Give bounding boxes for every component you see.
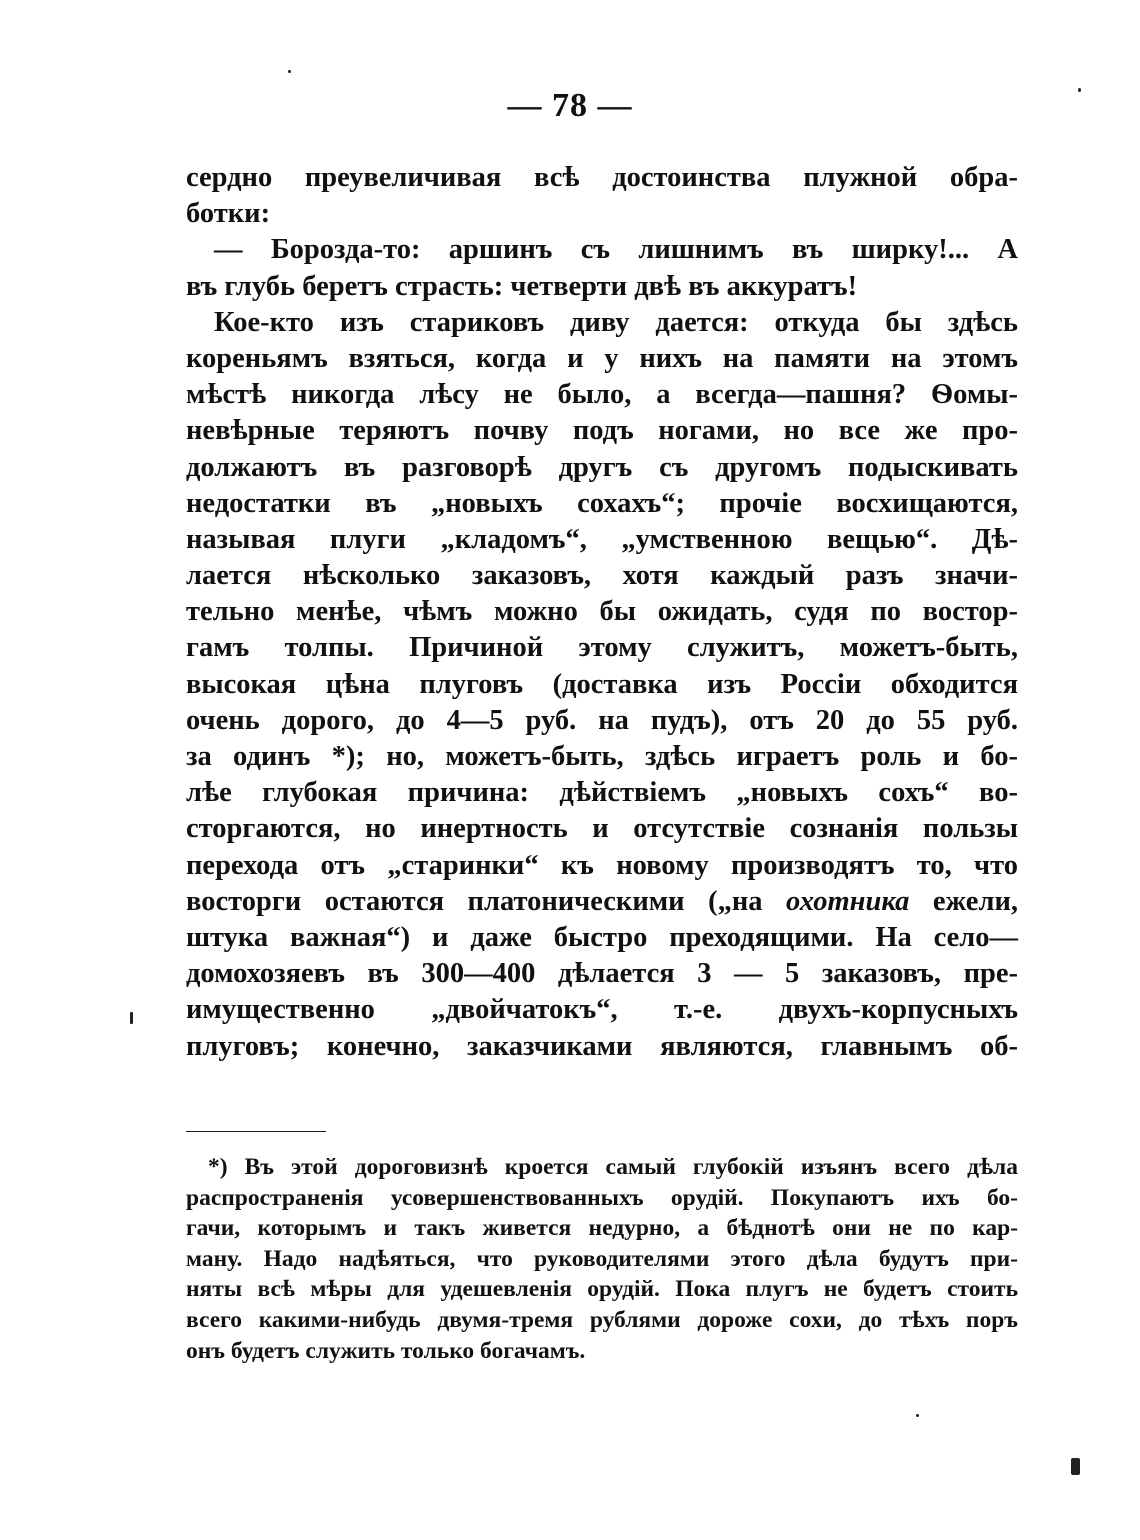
footnote bbox=[186, 1152, 1018, 1366]
text-line: за одинъ *); но, можетъ-быть, здѣсь играетъ роль и бо- bbox=[186, 741, 1018, 772]
text-line: Кое-кто изъ стариковъ диву дается: откуда бы здѣсь bbox=[214, 306, 1018, 338]
footnote-line: распространенія усовершенствованныхъ орудій. Покупаютъ ихъ бо- bbox=[186, 1184, 1018, 1211]
text-line: плуговъ; конечно, заказчиками являются, главнымъ об- bbox=[186, 1030, 1018, 1062]
scan-speck bbox=[1071, 1458, 1080, 1475]
text-line: сторгаются, но инертность и отсутствіе сознанія пользы bbox=[186, 813, 1018, 845]
text-segment: восторги остаются платоническими („на bbox=[186, 885, 787, 917]
footnote-line: ману. Надо надѣяться, что руководителями этого дѣла будутъ при- bbox=[186, 1245, 1018, 1272]
text-line: перехода отъ „старинки“ къ новому производятъ то, что bbox=[186, 849, 1018, 881]
text-line: лается нѣсколько заказовъ, хотя каждый разъ значи- bbox=[186, 560, 1018, 592]
text-line: домохозяевъ въ 300—400 дѣлается 3 — 5 заказовъ, пре- bbox=[186, 958, 1018, 990]
scan-speck bbox=[288, 70, 291, 73]
footnote-line: гачи, которымъ и такъ живется недурно, а бѣднотѣ они не по кар- bbox=[186, 1215, 1018, 1242]
footnote-divider bbox=[186, 1131, 326, 1132]
text-line: имущественно „двойчатокъ“, т.-е. двухъ-корпусныхъ bbox=[186, 994, 1018, 1026]
text-line: недостатки въ „новыхъ сохахъ“; прочіе восхищаются, bbox=[186, 487, 1018, 519]
main-text bbox=[186, 160, 1018, 1065]
text-segment: ежели, bbox=[909, 885, 1018, 917]
text-line: очень дорого, до 4—5 руб. на пудъ), отъ 20 до 55 руб. bbox=[186, 704, 1018, 736]
text-line: называя плуги „кладомъ“, „умственною вещью“. Дѣ- bbox=[186, 523, 1018, 555]
italic-word: охотника bbox=[786, 885, 910, 917]
page-number: — 78 — bbox=[507, 87, 633, 124]
scan-speck bbox=[130, 1012, 133, 1024]
text-line: тельно менѣе, чѣмъ можно бы ожидать, судя по востор- bbox=[186, 596, 1018, 628]
text-line: лѣе глубокая причина: дѣйствіемъ „новыхъ сохъ“ во- bbox=[186, 777, 1018, 809]
scan-speck bbox=[1078, 88, 1081, 92]
text-line: въ глубь беретъ страсть: четверти двѣ въ аккуратъ! bbox=[186, 270, 858, 302]
text-line: ботки: bbox=[186, 198, 271, 230]
footnote-line: няты всѣ мѣры для удешевленія орудій. Пока плугъ не будетъ стоить bbox=[186, 1276, 1018, 1303]
text-line bbox=[186, 884, 1018, 920]
text-line: должаютъ въ разговорѣ другъ съ другомъ подыскивать bbox=[186, 451, 1018, 483]
text-line: гамъ толпы. Причиной этому служитъ, можетъ-быть, bbox=[186, 632, 1018, 664]
scan-speck bbox=[916, 1414, 919, 1417]
text-line: штука важная“) и даже быстро преходящими. На село— bbox=[186, 921, 1018, 953]
text-line: невѣрные теряютъ почву подъ ногами, но все же про- bbox=[186, 415, 1018, 447]
text-line: мѣстѣ никогда лѣсу не было, а всегда—пашня? Ѳомы- bbox=[186, 379, 1018, 411]
footnote-line: *) Въ этой дороговизнѣ кроется самый глубокій изъянъ всего дѣла bbox=[208, 1154, 1018, 1180]
footnote-line: онъ будетъ служить только богачамъ. bbox=[186, 1337, 586, 1364]
text-line: кореньямъ взяться, когда и у нихъ на памяти на этомъ bbox=[186, 342, 1018, 374]
text-line: — Борозда-то: аршинъ съ лишнимъ въ ширку!... А bbox=[214, 234, 1018, 266]
footnote-line: всего какими-нибудь двумя-тремя рублями дороже сохи, до тѣхъ поръ bbox=[186, 1306, 1018, 1333]
text-line: высокая цѣна плуговъ (доставка изъ Россіи обходится bbox=[186, 668, 1018, 700]
text-line: сердно преувеличивая всѣ достоинства плужной обра- bbox=[186, 162, 1018, 193]
